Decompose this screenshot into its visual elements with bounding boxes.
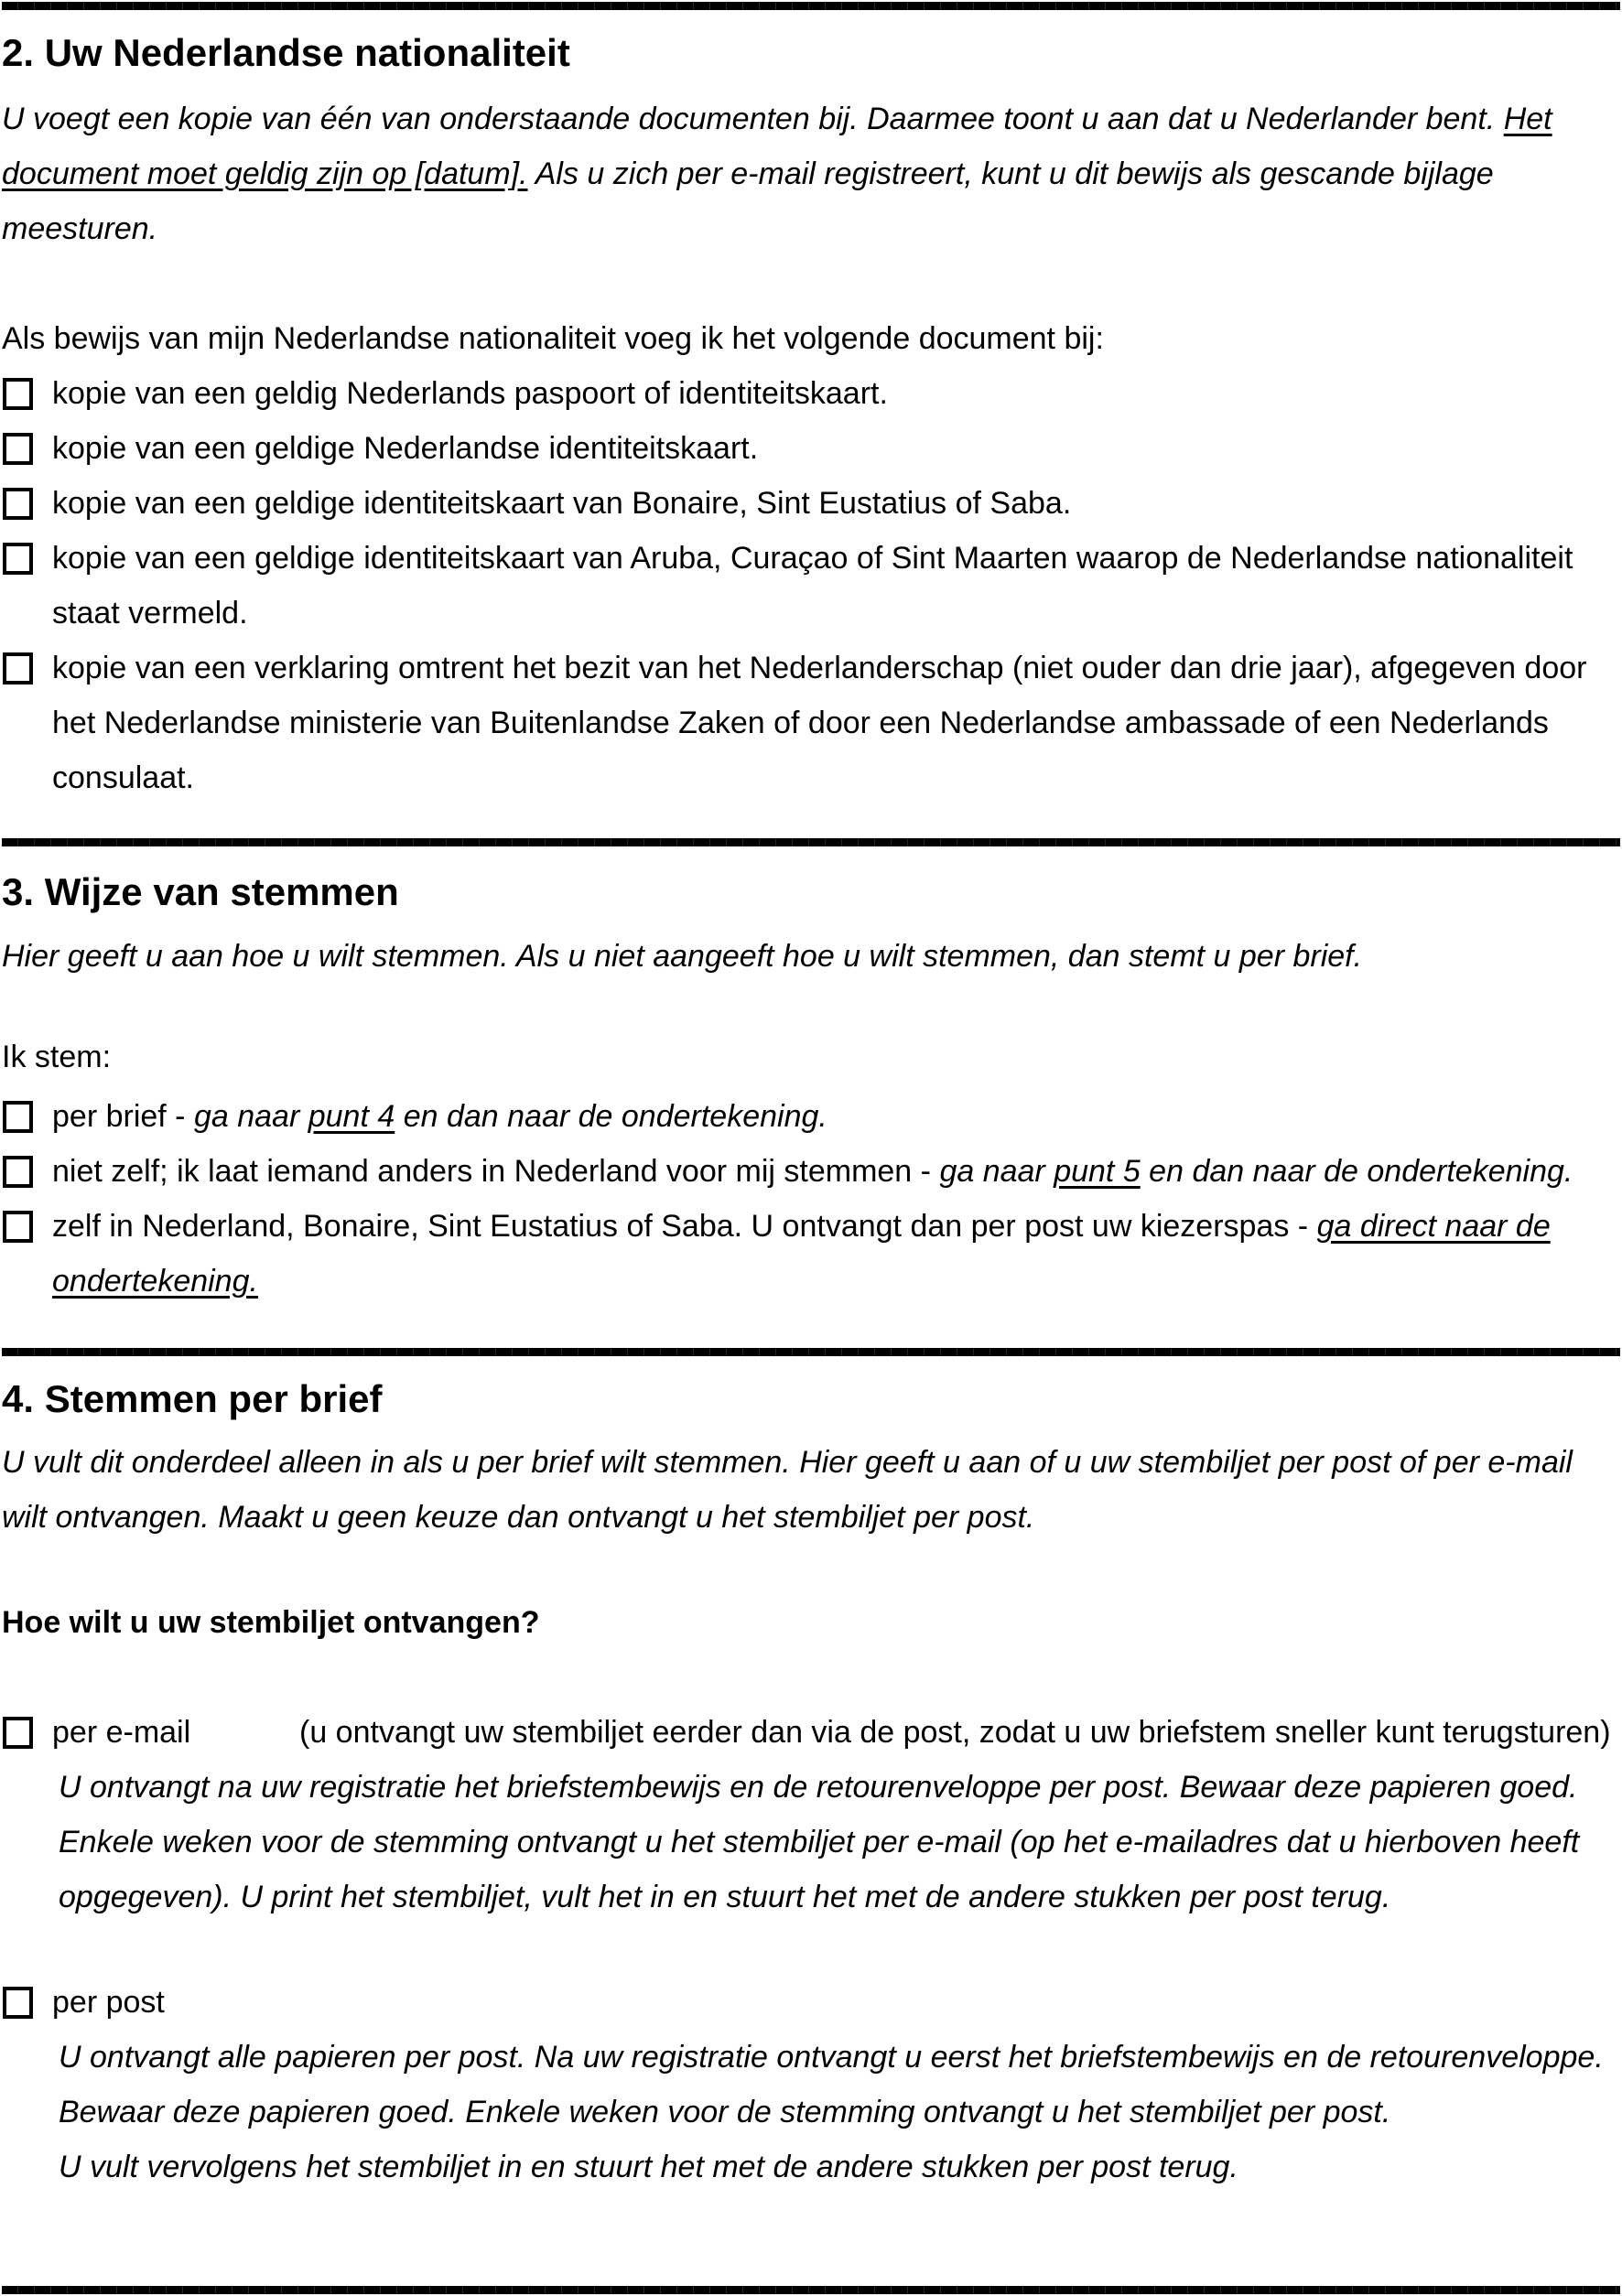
option-instruction: en dan naar de ondertekening. (395, 1099, 827, 1134)
option-label: kopie van een geldige Nederlandse identiteitskaart. (52, 431, 759, 466)
option-label: kopie van een geldig Nederlands paspoort of identiteitskaart. (52, 376, 888, 411)
option-label: kopie van een geldige identiteitskaart van Aruba, Curaçao of Sint Maarten waarop de Nederlandse nationaliteit (52, 541, 1573, 576)
checkbox-vote-by-proxy[interactable] (3, 1156, 33, 1188)
option-instruction-link: punt 4 (308, 1099, 395, 1134)
option-bes-id-card (2, 476, 1622, 531)
option-ballot-by-post (2, 1975, 1622, 2030)
option-label: staat vermeld. (52, 596, 248, 631)
description-text: opgegeven). U print het stembiljet, vult het in en stuurt het met de andere stukken per post terug. (59, 1880, 1391, 1914)
option-instruction-link: ga direct naar de (1316, 1209, 1551, 1244)
option-vote-by-proxy (2, 1144, 1622, 1199)
ballot-by-email-description (59, 1760, 1622, 1924)
option-label: kopie van een verklaring omtrent het bezit van het Nederlanderschap (niet ouder dan drie jaar), afgegeven door (52, 651, 1587, 685)
section-postal-voting (2, 1372, 1622, 2194)
section-3-title: 3. Wijze van stemmen (2, 870, 399, 913)
intro-text: Als u zich per e-mail registreert, kunt u dit bewijs als gescande bijlage (527, 156, 1494, 191)
ballot-by-post-description (59, 2030, 1622, 2194)
section-4-title: 4. Stemmen per brief (2, 1377, 383, 1420)
option-nationality-declaration (2, 641, 1622, 805)
description-text: U vult vervolgens het stembiljet in en stuurt het met de andere stukken per post terug. (59, 2150, 1238, 2184)
section-2-intro (2, 92, 1622, 256)
option-aruba-curacao-id-card (2, 531, 1622, 641)
checkbox-nationality-declaration[interactable] (3, 652, 33, 684)
ballot-delivery-question: Hoe wilt u uw stembiljet ontvangen? (2, 1605, 540, 1640)
section-2-lead: Als bewijs van mijn Nederlandse nationaliteit voeg ik het volgende document bij: (2, 321, 1104, 356)
intro-text: meesturen. (2, 211, 158, 246)
option-label: per brief - (52, 1099, 194, 1134)
intro-text: U vult dit onderdeel alleen in als u per brief wilt stemmen. Hier geeft u aan of u uw stembiljet per post of per e-mail (2, 1445, 1573, 1480)
section-divider (2, 1348, 1620, 1356)
section-voting-method (2, 865, 1622, 1309)
checkbox-bes-id-card[interactable] (3, 488, 33, 520)
checkbox-passport-or-id[interactable] (3, 378, 33, 410)
nationality-document-options (2, 366, 1622, 805)
section-nationality (2, 26, 1622, 805)
option-instruction: ga naar (193, 1099, 308, 1134)
checkbox-ballot-by-email[interactable] (3, 1717, 33, 1749)
option-label: kopie van een geldige identiteitskaart van Bonaire, Sint Eustatius of Saba. (52, 486, 1072, 521)
checkbox-vote-by-mail[interactable] (3, 1101, 33, 1133)
intro-underlined-text: document moet geldig zijn op [datum]. (2, 156, 528, 191)
intro-underlined-text: Het (1503, 102, 1552, 136)
option-note: (u ontvangt uw stembiljet eerder dan via de post, zodat u uw briefstem sneller kunt terugsturen) (299, 1715, 1611, 1750)
option-instruction-link: punt 5 (1054, 1154, 1141, 1189)
option-label: per post (52, 1985, 165, 2020)
option-label: niet zelf; ik laat iemand anders in Nederland voor mij stemmen - (52, 1154, 940, 1189)
section-4-intro (2, 1435, 1622, 1545)
option-passport-or-id (2, 366, 1622, 421)
option-label: het Nederlandse ministerie van Buitenlandse Zaken of door een Nederlandse ambassade of een Nederlands (52, 706, 1549, 740)
section-divider (2, 838, 1620, 846)
option-label: per e-mail (52, 1715, 191, 1750)
checkbox-dutch-id-card[interactable] (3, 433, 33, 465)
description-text: Bewaar deze papieren goed. Enkele weken voor de stemming ontvangt u het stembiljet per post. (59, 2095, 1391, 2129)
option-instruction: ga naar (939, 1154, 1054, 1189)
option-instruction: en dan naar de ondertekening. (1140, 1154, 1573, 1189)
section-divider-top (2, 2, 1620, 10)
option-vote-in-person (2, 1199, 1622, 1309)
option-label: consulaat. (52, 760, 194, 795)
section-3-intro: Hier geeft u aan hoe u wilt stemmen. Als u niet aangeeft hoe u wilt stemmen, dan stemt u per brief. (2, 939, 1363, 974)
section-3-lead: Ik stem: (2, 1040, 112, 1074)
checkbox-ballot-by-post[interactable] (3, 1987, 33, 2019)
option-vote-by-mail (2, 1089, 1622, 1144)
description-text: U ontvangt na uw registratie het briefstembewijs en de retourenveloppe per post. Bewaar deze papieren goed. (59, 1770, 1578, 1805)
description-text: U ontvangt alle papieren per post. Na uw registratie ontvangt u eerst het briefstembewijs en de retourenveloppe. (59, 2040, 1604, 2075)
option-instruction-link: ondertekening. (52, 1264, 258, 1299)
section-2-title: 2. Uw Nederlandse nationaliteit (2, 31, 570, 74)
option-label: zelf in Nederland, Bonaire, Sint Eustatius of Saba. U ontvangt dan per post uw kiezerspas - (52, 1209, 1317, 1244)
checkbox-aruba-curacao-id-card[interactable] (3, 543, 33, 575)
section-divider-bottom (2, 2286, 1620, 2294)
option-dutch-id-card (2, 421, 1622, 476)
intro-text: U voegt een kopie van één van onderstaande documenten bij. Daarmee toont u aan dat u Nederlander bent. (2, 102, 1504, 136)
checkbox-vote-in-person[interactable] (3, 1211, 33, 1243)
intro-text: wilt ontvangen. Maakt u geen keuze dan ontvangt u het stembiljet per post. (2, 1500, 1035, 1535)
voting-method-options (2, 1089, 1622, 1309)
description-text: Enkele weken voor de stemming ontvangt u het stembiljet per e-mail (op het e-mailadres dat u hierboven heeft (59, 1825, 1580, 1859)
option-ballot-by-email (2, 1705, 1622, 1760)
